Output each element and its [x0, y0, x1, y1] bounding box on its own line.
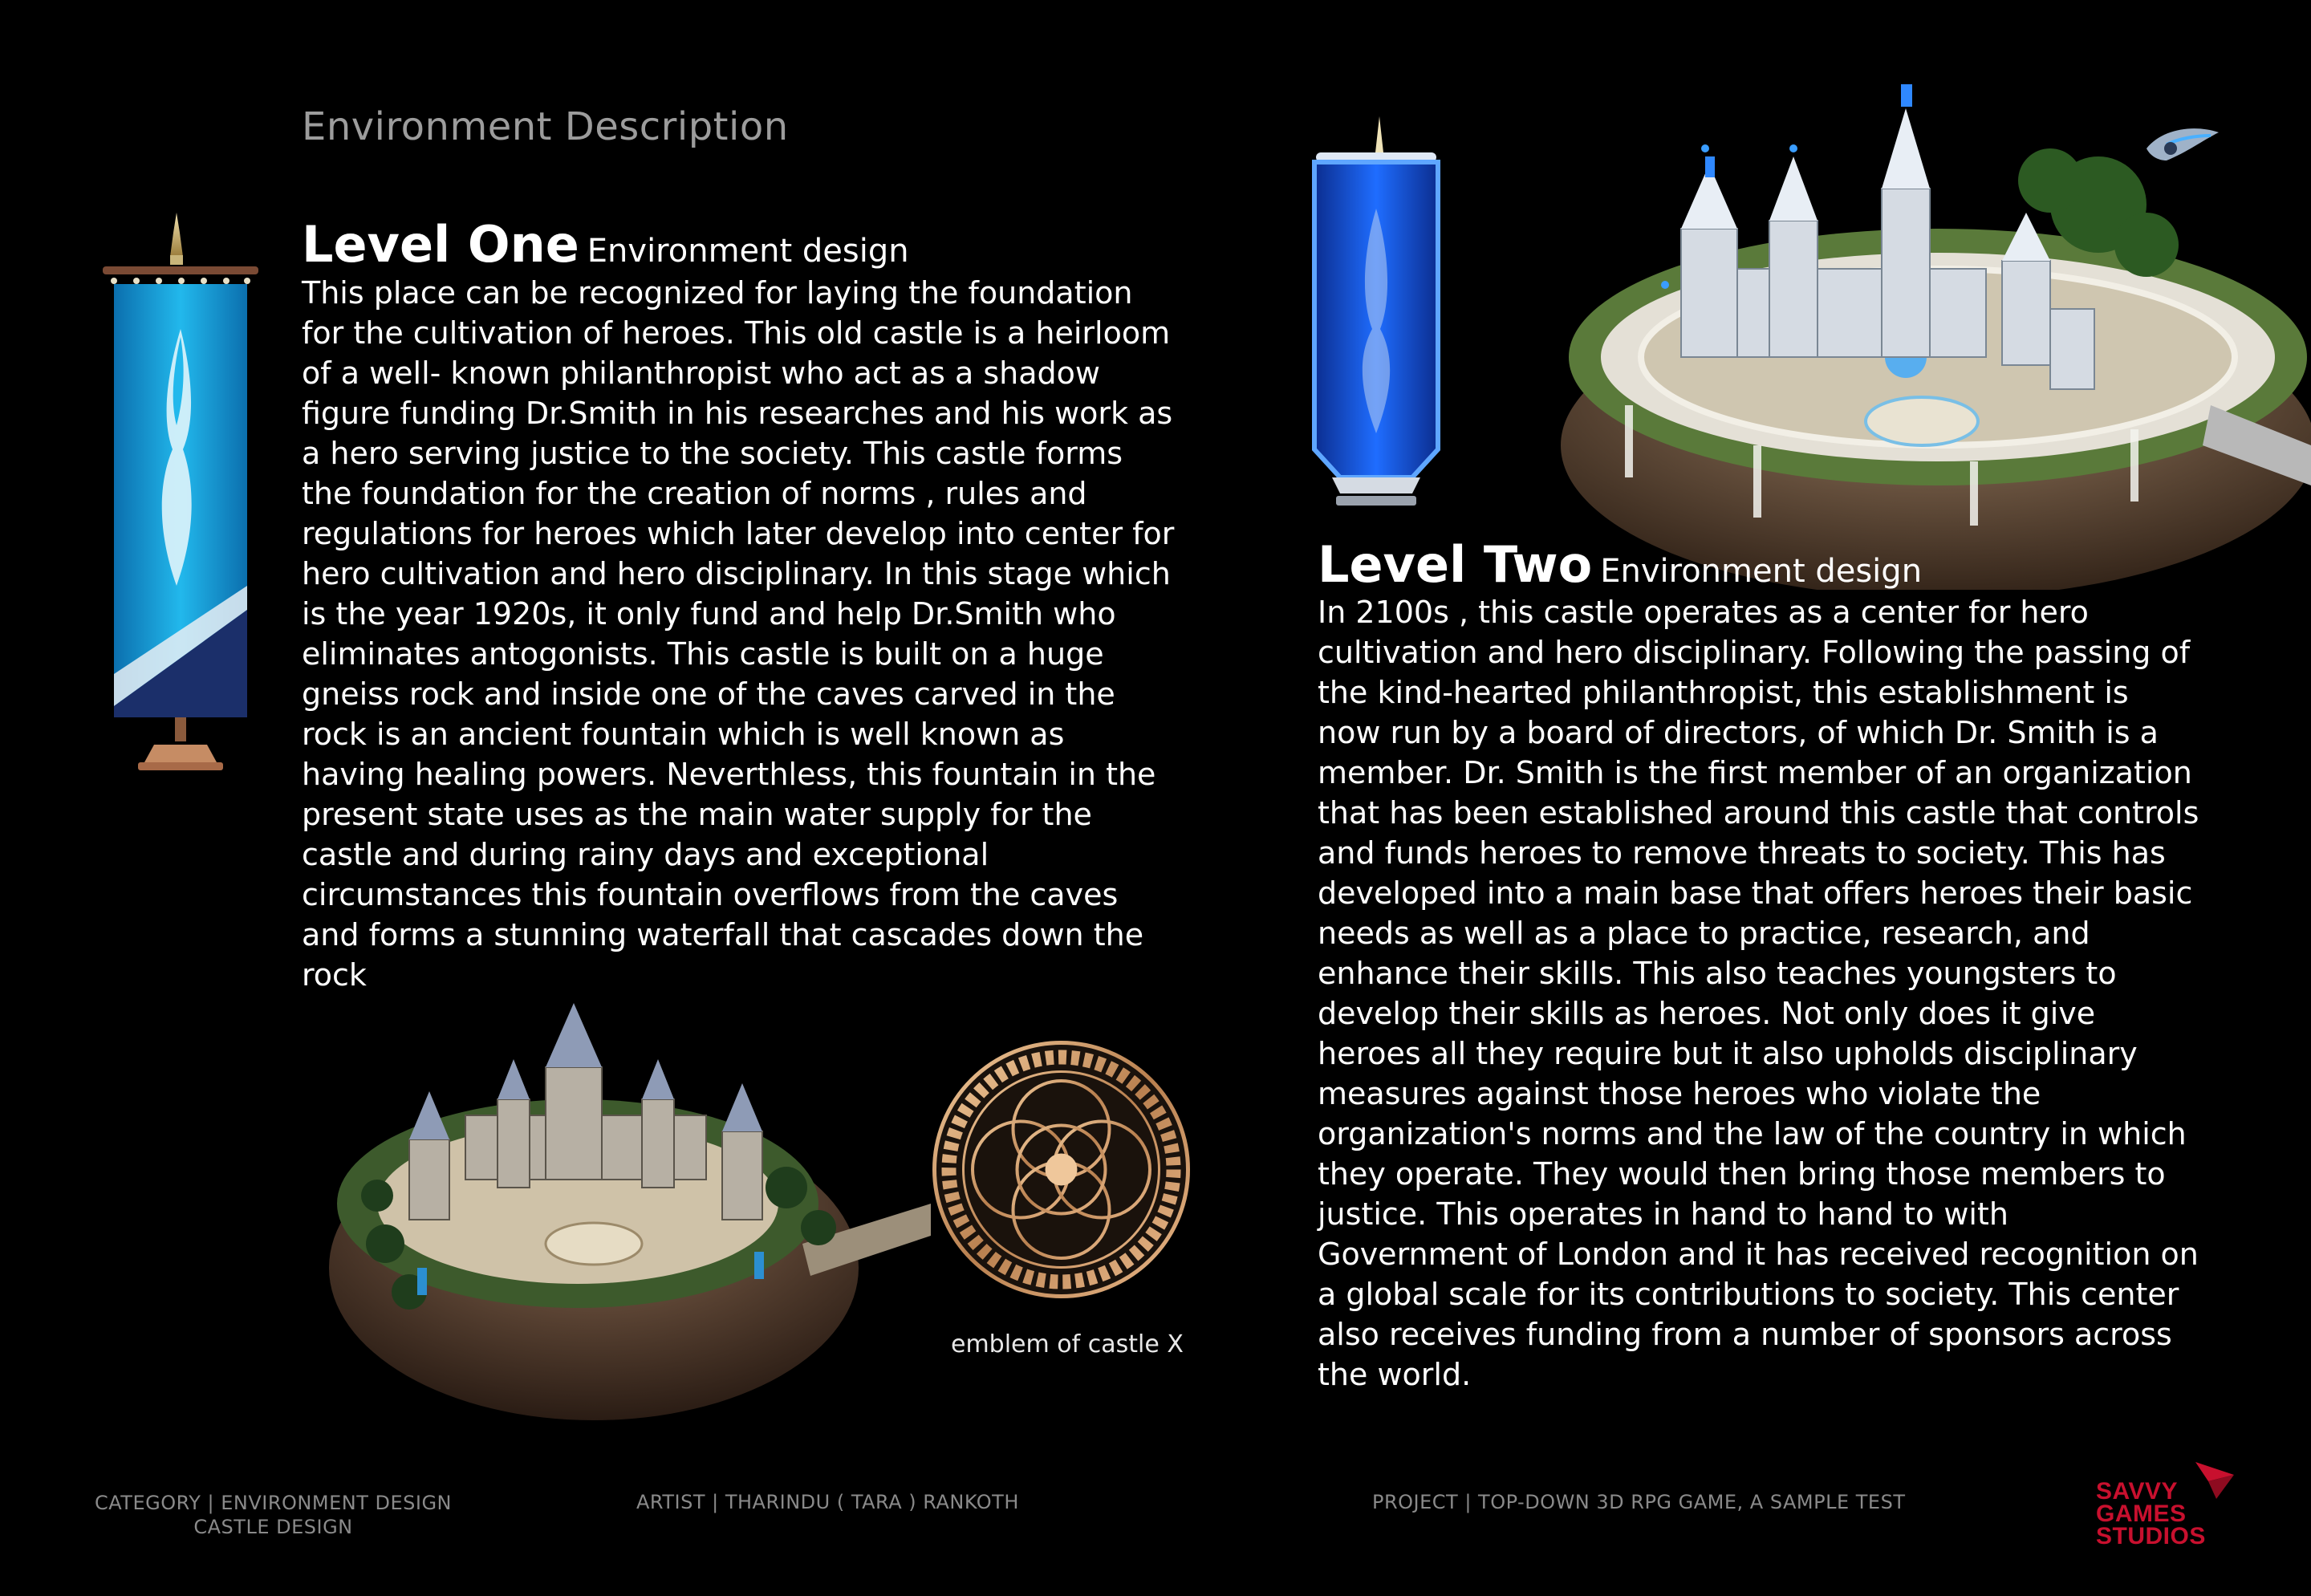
emblem-caption: emblem of castle X: [951, 1330, 1184, 1358]
footer-category-line2: CASTLE DESIGN: [193, 1516, 353, 1538]
level-two-subtitle: Environment design: [1600, 553, 1923, 590]
footer-artist: ARTIST | THARINDU ( TARA ) RANKOTH: [636, 1491, 1019, 1513]
logo-line1: SAVVY: [2096, 1478, 2178, 1505]
level-two-heading: [1318, 535, 1923, 594]
glowing-banner-icon: [1300, 112, 1452, 514]
level-one-title: Level One: [302, 215, 579, 274]
logo-line3: STUDIOS: [2096, 1523, 2206, 1549]
castle-level-one-image: [305, 1003, 931, 1436]
spaceship-icon: [2142, 116, 2223, 173]
blue-banner-icon: [96, 209, 265, 778]
savvy-logo: [2096, 1457, 2240, 1553]
savvy-logo-icon: [2192, 1457, 2240, 1505]
level-one-subtitle: Environment design: [587, 233, 909, 270]
level-one-heading: [302, 215, 909, 274]
level-two-description: In 2100s , this castle operates as a center for hero cultivation and hero disciplinary. Following the passing of the kind-hearted philanthropist, this establishment is now run by a board of directors, of which Dr. Smith is a member. Dr. Smith is the first member of an organization that has been established around this castle that controls and funds heroes to remove threats to society. This has developed into a main base that offers heroes their basic needs as well as a place to practice, research, and enhance their skills. This also teaches youngsters to develop their skills as heroes. Not only does it give heroes all they require but it also upholds disciplinary measures against those heroes who violate the organization's norms and the law of the country in which they operate. They would then bring those members to justice. This operates in hand to hand to with Government of London and it has received recognition on a global scale for its contributions to society. This center also receives funding from a number of sponsors across the world.: [1318, 595, 2199, 1392]
section-title: Environment Description: [302, 104, 789, 149]
footer-category: [79, 1491, 468, 1539]
logo-line2: GAMES: [2096, 1501, 2187, 1527]
footer-category-line1: CATEGORY | ENVIRONMENT DESIGN: [94, 1492, 453, 1514]
footer-project: PROJECT | TOP-DOWN 3D RPG GAME, A SAMPLE TEST: [1372, 1491, 1906, 1513]
level-one-description: This place can be recognized for laying the foundation for the cultivation of heroes. This old castle is a heirloom of a well- known philanthropist who act as a shadow figure funding Dr.Smith in his researches and his work as a hero serving justice to the society. This castle forms the foundation for the creation of norms , rules and regulations for heroes which later develop into center for hero cultivation and hero disciplinary. In this stage which is the year 1920s, it only fund and help Dr.Smith who eliminates antogonists. This castle is built on a huge gneiss rock and inside one of the caves carved in the rock is an ancient fountain which is well known as having healing powers. Neverthless, this fountain in the present state uses as the main water supply for the castle and during rainy days and exceptional circumstances this fountain overflows from the caves and forms a stunning waterfall that cascades down the rock: [302, 275, 1175, 993]
emblem-icon: [931, 1039, 1192, 1300]
level-two-title: Level Two: [1318, 535, 1593, 594]
